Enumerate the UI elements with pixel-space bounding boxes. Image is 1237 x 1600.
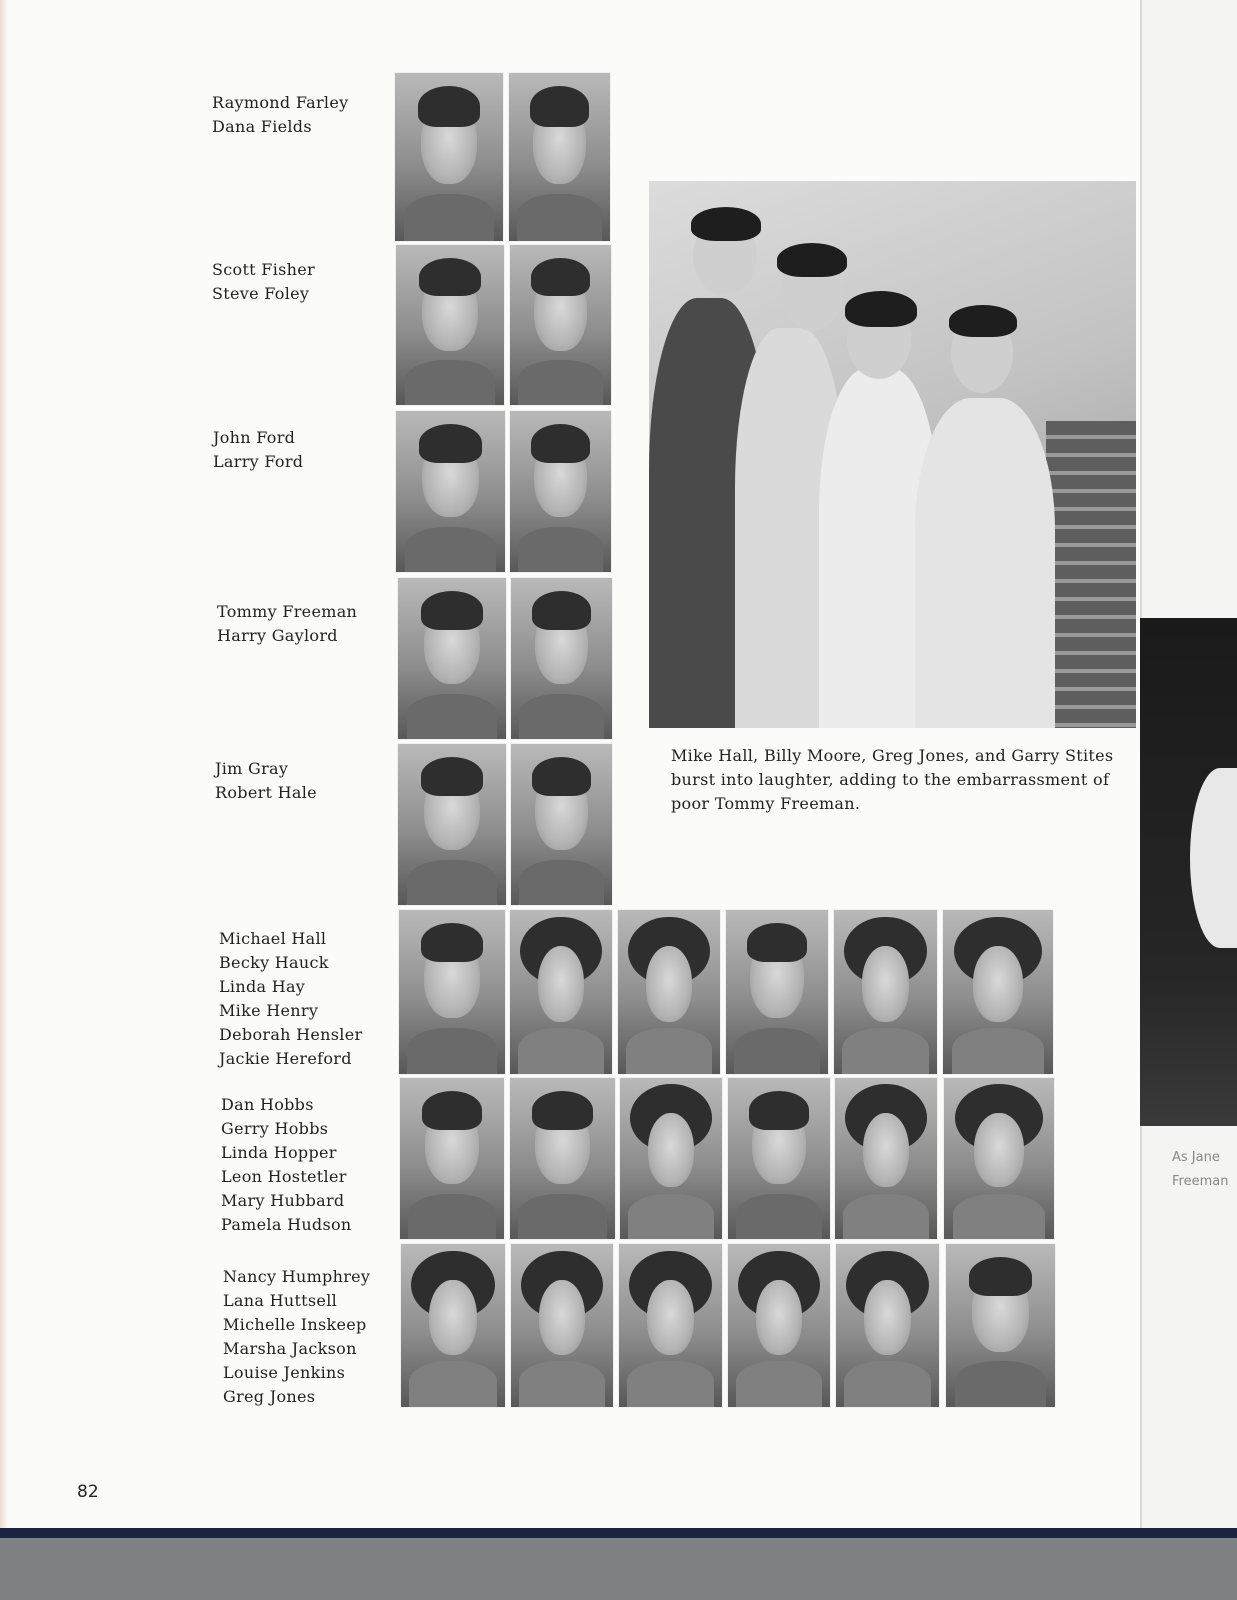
portrait-photo — [397, 743, 507, 906]
portrait-photo — [399, 1077, 505, 1240]
portrait-photo — [510, 577, 613, 740]
portrait-photo — [942, 909, 1054, 1075]
person-hair — [845, 291, 917, 327]
portrait-photo — [510, 1243, 614, 1408]
page-edge — [0, 0, 8, 1530]
student-name: Dana Fields — [212, 117, 312, 136]
student-name: Lana Huttsell — [223, 1291, 338, 1310]
student-name: Tommy Freeman — [217, 602, 358, 621]
portrait-photo — [509, 1077, 616, 1240]
student-name: Gerry Hobbs — [221, 1119, 329, 1138]
name-list-group-4 — [217, 600, 357, 648]
student-name: Nancy Humphrey — [223, 1267, 371, 1286]
portrait-photo — [509, 410, 612, 573]
name-list-group-5 — [215, 757, 317, 805]
name-list-group-6 — [219, 927, 362, 1071]
student-name: Jim Gray — [215, 759, 289, 778]
portrait-photo — [725, 909, 829, 1075]
portrait-photo — [508, 72, 611, 242]
candid-group-photo — [649, 181, 1136, 728]
facing-page-caption-line: Freeman — [1172, 1174, 1229, 1189]
group-photo-caption: Mike Hall, Billy Moore, Greg Jones, and Garry Stites burst into laughter, adding to the embarrassment of poor Tommy Freeman. — [671, 746, 1114, 813]
student-name: Linda Hopper — [221, 1143, 337, 1162]
student-name: John Ford — [213, 428, 296, 447]
student-name: Greg Jones — [223, 1387, 316, 1406]
portrait-photo — [618, 1243, 723, 1408]
portrait-photo — [727, 1077, 831, 1240]
student-name: Leon Hostetler — [221, 1167, 347, 1186]
student-name: Louise Jenkins — [223, 1363, 346, 1382]
facing-page-caption — [1172, 1146, 1228, 1194]
portrait-photo — [400, 1243, 506, 1408]
student-name: Harry Gaylord — [217, 626, 338, 645]
portrait-photo — [943, 1077, 1055, 1240]
portrait-photo — [510, 743, 613, 906]
portrait-photo — [727, 1243, 831, 1408]
person-figure — [915, 398, 1055, 728]
student-name: Robert Hale — [215, 783, 317, 802]
portrait-photo — [619, 1077, 723, 1240]
student-name: Michelle Inskeep — [223, 1315, 367, 1334]
student-name: Marsha Jackson — [223, 1339, 357, 1358]
student-name: Scott Fisher — [212, 260, 315, 279]
student-name: Pamela Hudson — [221, 1215, 352, 1234]
student-name: Linda Hay — [219, 977, 306, 996]
brick-wall — [1046, 421, 1136, 728]
portrait-photo — [509, 909, 613, 1075]
student-name: Raymond Farley — [212, 93, 349, 112]
student-name: Deborah Hensler — [219, 1025, 363, 1044]
portrait-photo — [945, 1243, 1056, 1408]
portrait-photo — [397, 577, 507, 740]
facing-page-photo — [1140, 618, 1237, 1126]
person-hair — [691, 207, 761, 241]
person-hair — [777, 243, 847, 277]
student-name: Mary Hubbard — [221, 1191, 345, 1210]
name-list-group-8 — [223, 1265, 370, 1409]
student-name: Steve Foley — [212, 284, 310, 303]
portrait-photo — [398, 909, 506, 1075]
portrait-photo — [834, 1077, 938, 1240]
student-name: Larry Ford — [213, 452, 304, 471]
portrait-photo — [835, 1243, 940, 1408]
name-list-group-2 — [212, 258, 315, 306]
person-hair — [949, 305, 1017, 337]
portrait-photo — [509, 244, 612, 406]
page-number: 82 — [77, 1482, 99, 1502]
student-name: Jackie Hereford — [219, 1049, 352, 1068]
portrait-photo — [833, 909, 938, 1075]
student-name: Mike Henry — [219, 1001, 319, 1020]
student-name: Michael Hall — [219, 929, 327, 948]
book-binding-edge — [0, 1528, 1237, 1538]
student-name: Becky Hauck — [219, 953, 329, 972]
student-name: Dan Hobbs — [221, 1095, 314, 1114]
scanner-background — [0, 1538, 1237, 1600]
name-list-group-1 — [212, 91, 348, 139]
facing-page-caption-line: As Jane — [1172, 1150, 1220, 1165]
name-list-group-3 — [213, 426, 303, 474]
name-list-group-7 — [221, 1093, 352, 1237]
portrait-photo — [395, 244, 505, 406]
portrait-photo — [617, 909, 721, 1075]
facing-page-photo-subject — [1190, 768, 1237, 948]
portrait-photo — [394, 72, 504, 242]
portrait-photo — [395, 410, 506, 573]
